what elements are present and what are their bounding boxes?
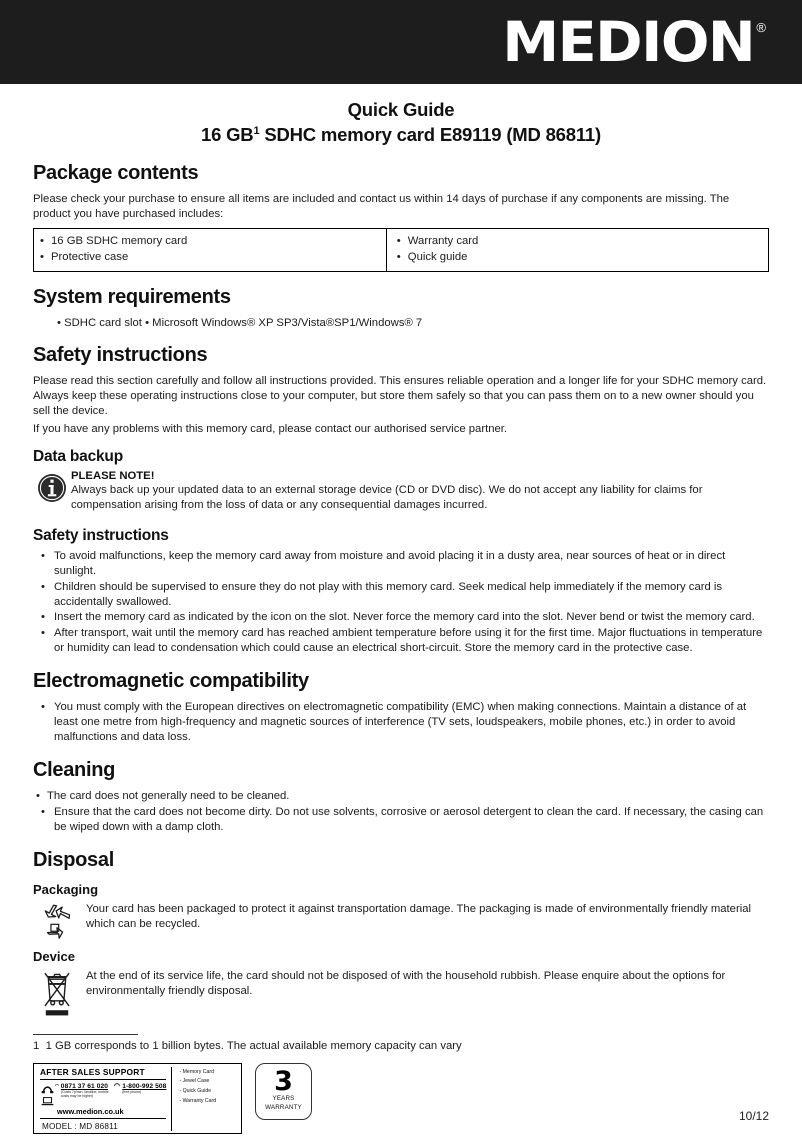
please-note-block <box>33 470 769 516</box>
heading-safety-instructions-intro: Safety instructions <box>33 344 208 367</box>
list-item: - Memory Card <box>179 1068 215 1075</box>
header-banner <box>0 0 802 84</box>
support-phone-ie-note: (free phone) <box>122 1089 142 1094</box>
table-cell-left <box>34 228 387 271</box>
handset-icon <box>55 1083 59 1088</box>
support-contact-icons <box>40 1083 55 1106</box>
warranty-years-number: 3 <box>274 1065 293 1097</box>
support-phone-ie <box>114 1083 166 1098</box>
packaging-text-wrap <box>86 901 769 935</box>
heading-disposal: Disposal <box>33 848 114 871</box>
footer-area <box>33 1034 769 1134</box>
please-note-body <box>71 470 769 516</box>
support-phone-ie-number: 1-800-992 508 <box>122 1082 167 1090</box>
support-phone-uk-note: (Costs 7p/min. landline, mobile costs may be higher) <box>60 1089 109 1098</box>
package-contents-intro: Please check your purchase to ensure all items are included and contact us within 14 days of purchase if any components are missing. The product you have purchased includes: <box>33 192 730 220</box>
table-cell-right <box>386 228 768 271</box>
list-item-label: After transport, wait until the memory card has reached ambient temperature before using it for the first time. Major fluctuations in temperature or humidity can lead to condensation which could cause an electrical short-circuit. Store the memory card in the protective case. <box>54 627 763 655</box>
safety-instructions-list <box>33 549 769 656</box>
handset-icon <box>114 1083 120 1088</box>
packaging-block <box>33 901 769 939</box>
safety-intro-paragraph-1: Please read this section carefully and follow all instructions provided. This ensures reliable operation and a longer life for your SDHC memory card. Always keep these operating instructions close to your computer, but store them safely so that you can pass them on to a new owner should you sell the device. <box>33 375 767 418</box>
cleaning-list <box>33 789 769 835</box>
registered-trademark-icon: ® <box>756 19 766 35</box>
list-item <box>40 233 380 249</box>
support-box-title: AFTER SALES SUPPORT <box>40 1067 166 1080</box>
support-phone-uk-number: 0871 37 61 020 <box>60 1082 109 1090</box>
list-item <box>33 549 769 579</box>
bullet-icon: • <box>41 549 45 562</box>
bullet-icon: • <box>41 580 45 593</box>
packaging-text: Your card has been packaged to protect it against transportation damage. The packaging is made of environmentally friendly material which can be recycled. <box>86 902 752 930</box>
list-item-label: Quick guide <box>407 251 468 264</box>
list-item-label: The card does not generally need to be cleaned. <box>47 789 290 802</box>
list-item-label: 16 GB SDHC memory card <box>51 234 188 247</box>
support-website[interactable]: www.medion.co.uk <box>40 1106 166 1119</box>
list-item <box>33 789 769 804</box>
list-item <box>33 805 769 835</box>
device-text-wrap <box>86 968 769 1002</box>
list-item: - Quick Guide <box>179 1087 212 1094</box>
list-item: - Jewel Case <box>179 1078 210 1085</box>
recycling-icon <box>33 901 86 939</box>
bullet-icon: • <box>40 251 44 264</box>
safety-intro-paragraph-2: If you have any problems with this memory card, please contact our authorised service partner. <box>33 423 508 436</box>
footer-row <box>33 1063 769 1134</box>
subtitle-rest: SDHC memory card E89119 (MD 86811) <box>259 123 601 145</box>
footnote-number: 1 <box>33 1040 40 1052</box>
page-number: 10/12 <box>738 1109 769 1123</box>
device-block <box>33 968 769 1018</box>
heading-cleaning: Cleaning <box>33 758 116 781</box>
bullet-icon: • <box>41 701 45 714</box>
heading-data-backup: Data backup <box>33 448 123 466</box>
footnote-body: 1 GB corresponds to 1 billion bytes. The actual available memory capacity can vary <box>45 1040 462 1052</box>
footnote-rule <box>33 1034 138 1035</box>
support-left-column <box>34 1067 171 1131</box>
bullet-icon: • <box>41 627 45 640</box>
heading-packaging: Packaging <box>33 881 99 897</box>
page-title: Quick Guide <box>347 99 455 120</box>
footnote <box>33 1039 769 1054</box>
warranty-label <box>265 1093 302 1111</box>
bullet-icon: • <box>36 789 40 802</box>
list-item <box>33 626 769 656</box>
please-note-text: Always back up your updated data to an external storage device (CD or DVD disc). We do not accept any liability for claims for compensation arising from the loss of data or any consequential damages incurred. <box>71 484 703 511</box>
device-text: At the end of its service life, the card should not be disposed of with the household rubbish. Please enquire about the options for environmentally friendly disposal. <box>86 969 726 997</box>
list-item-label: To avoid malfunctions, keep the memory card away from moisture and avoid placing it in a dusty area, near sources of heat or in direct sunlight. <box>54 549 726 577</box>
heading-device: Device <box>33 948 75 964</box>
bullet-icon: • <box>41 805 45 818</box>
table-row <box>34 228 769 271</box>
bullet-icon: • <box>41 611 45 624</box>
emc-list <box>33 700 769 745</box>
support-phone-uk <box>55 1083 110 1098</box>
list-item <box>397 249 762 265</box>
list-item <box>397 233 762 249</box>
support-contents-list <box>171 1067 255 1131</box>
medion-logo <box>502 9 766 74</box>
list-item <box>33 610 769 625</box>
after-sales-support-box <box>33 1063 242 1134</box>
support-model: MODEL : MD 86811 <box>42 1121 119 1131</box>
heading-system-requirements: System requirements <box>33 285 231 308</box>
list-item-label: Children should be supervised to ensure they do not play with this memory card. Seek medical help immediately if the memory card is accidentally swallowed. <box>54 580 723 608</box>
list-item <box>33 700 769 745</box>
list-item: - Warranty Card <box>179 1097 217 1104</box>
please-note-title: PLEASE NOTE! <box>71 470 155 483</box>
list-item-label: You must comply with the European directives on electromagnetic compatibility (EMC) when making connections. Maintain a distance of at least one metre from high-frequency and magnetic sources of interference (TV sets, loudspeakers, mobile phones, etc.) in order to avoid malfunctions and data loss. <box>54 701 747 743</box>
list-item-label: Ensure that the card does not become dirty. Do not use solvents, corrosive or aerosol detergent to clean the card. If necessary, the casing can be wiped down with a damp cloth. <box>54 805 764 833</box>
support-phones <box>40 1080 166 1106</box>
package-contents-table <box>33 228 769 272</box>
telephone-icon <box>41 1084 54 1094</box>
heading-electromagnetic-compatibility: Electromagnetic compatibility <box>33 670 309 693</box>
list-item <box>33 580 769 610</box>
page-subtitle <box>33 123 769 148</box>
warranty-label-line1: YEARS <box>272 1095 295 1103</box>
bullet-icon: • <box>396 251 401 264</box>
info-icon <box>33 470 71 503</box>
system-requirements-line: • SDHC card slot • Microsoft Windows® XP SP3/Vista®SP1/Windows® 7 <box>57 316 423 329</box>
warranty-badge <box>255 1063 312 1120</box>
subtitle-prefix: 16 GB <box>201 123 254 145</box>
page-content <box>0 98 802 1018</box>
bullet-icon: • <box>40 234 44 247</box>
heading-safety-instructions: Safety instructions <box>33 526 169 544</box>
list-item <box>40 249 380 265</box>
warranty-label-line2: WARRANTY <box>265 1103 302 1111</box>
heading-package-contents: Package contents <box>33 161 199 184</box>
list-item-label: Insert the memory card as indicated by the icon on the slot. Never force the memory card into the slot. Never bend or twist the memory card. <box>54 611 755 624</box>
weee-crossed-bin-icon <box>33 968 86 1018</box>
computer-icon <box>41 1096 54 1106</box>
list-item-label: Warranty card <box>407 234 479 247</box>
footnote-marker-sup: 1 <box>253 124 260 137</box>
list-item-label: Protective case <box>51 251 129 264</box>
bullet-icon: • <box>396 234 401 247</box>
brand-wordmark: MEDION <box>502 9 755 74</box>
